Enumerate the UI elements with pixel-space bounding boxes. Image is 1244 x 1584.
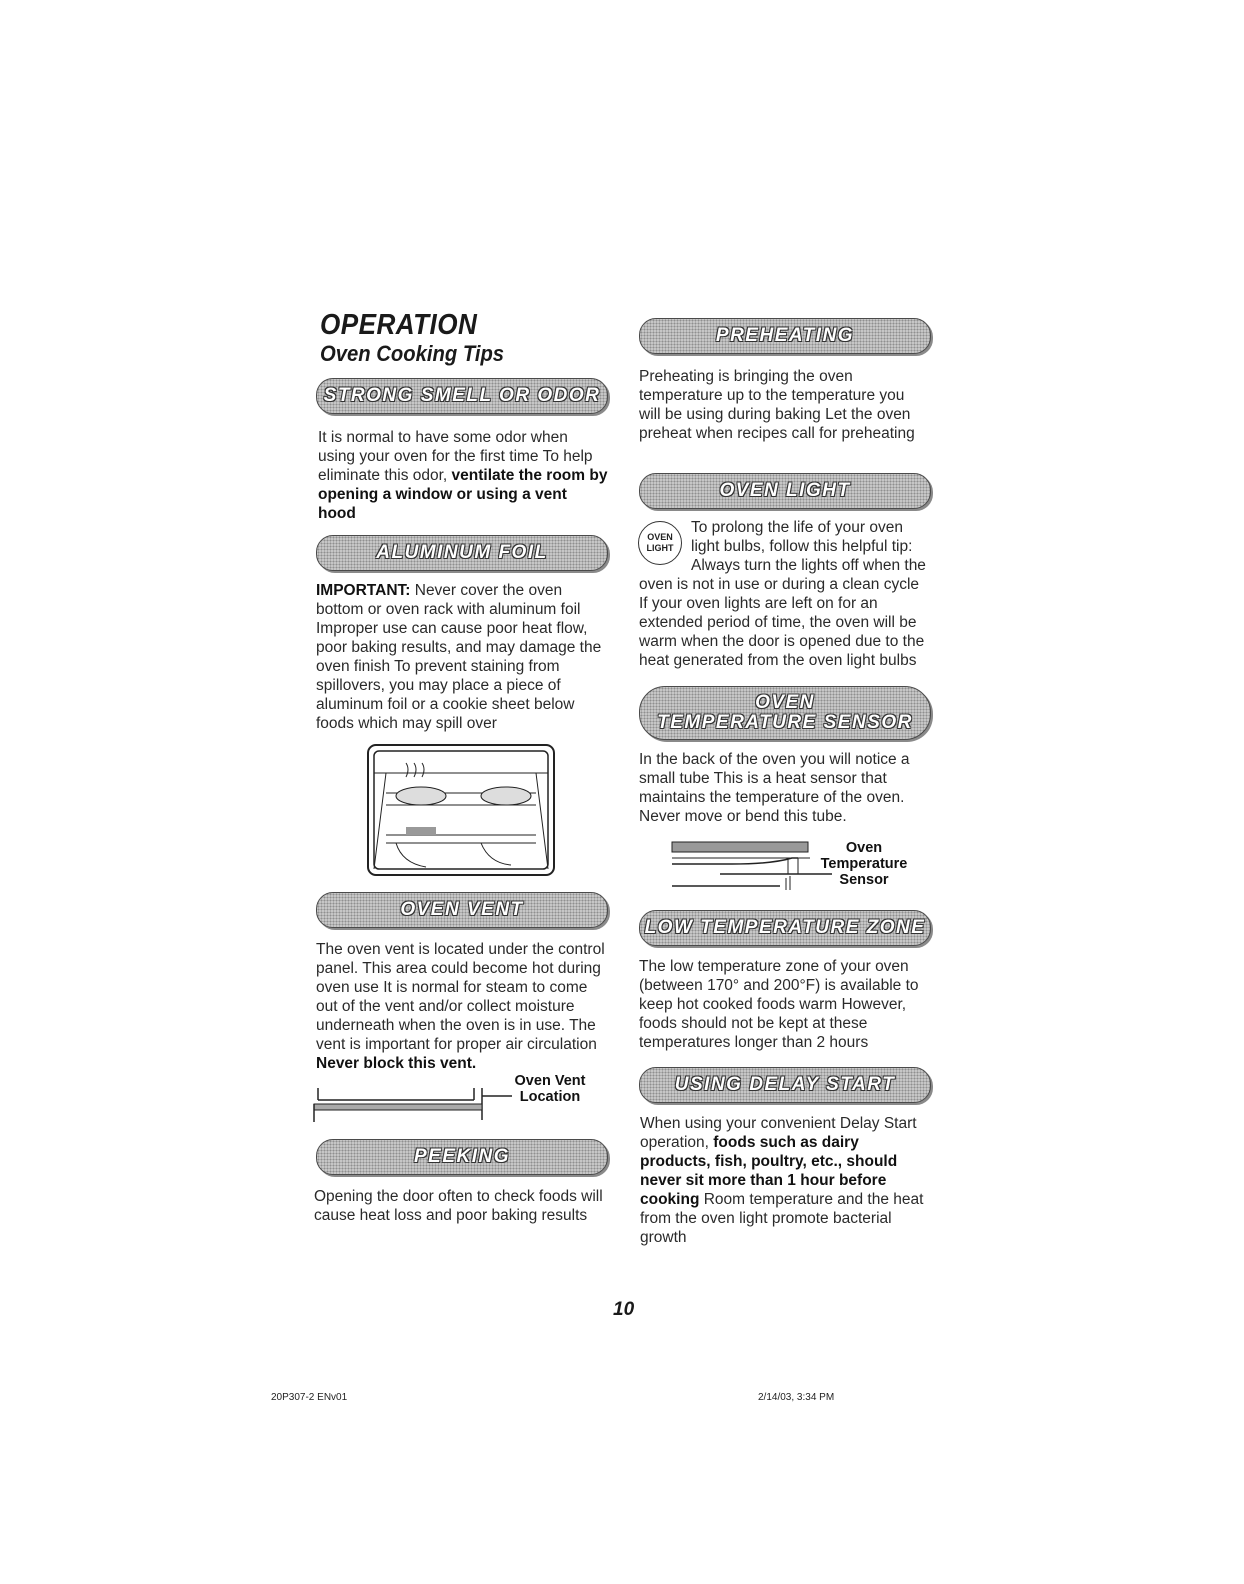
- peeking-heading: PEEKING: [413, 1146, 511, 1167]
- peeking-text: Opening the door often to check foods will cause heat loss and poor baking results: [314, 1188, 603, 1224]
- temp-sensor-text: In the back of the oven you will notice a small tube This is a heat sensor that maintains the temperature of the oven. Never move or bend this tube.: [639, 751, 910, 825]
- oven-vent-diagram: [312, 1080, 522, 1124]
- low-temp-zone-heading: LOW TEMPERATURE ZONE: [644, 917, 926, 938]
- strong-smell-heading: STRONG SMELL OR ODOR: [323, 385, 601, 406]
- temp-sensor-banner: [639, 686, 931, 740]
- delay-start-text: When using your convenient Delay Start operation, foods such as dairy products, fish, poultry, etc., should never sit more than 1 hour before cooking Room temperature and the heat from the oven light promote bacterial growth: [640, 1115, 924, 1246]
- oven-light-text: To prolong the life of your oven light bulbs, follow this helpful tip: Always turn the lights off when the oven is not in use or during a clean cycle If your oven lights are left on for an extended period of time, the oven will be warm when the door is opened due to the heat generated from the oven light bulbs: [639, 519, 926, 669]
- aluminum-foil-text: IMPORTANT: Never cover the oven bottom or oven rack with aluminum foil Improper use can cause poor heat flow, poor baking results, and may damage the oven finish To prevent staining from spillovers, you may place a piece of aluminum foil or a cookie sheet below foods which may spill over: [316, 582, 602, 732]
- delay-start-heading: USING DELAY START: [674, 1074, 896, 1095]
- oven-foil-illustration: [366, 743, 556, 877]
- oven-vent-callout: Oven Vent Location: [514, 1073, 586, 1105]
- page-subtitle: Oven Cooking Tips: [320, 341, 505, 366]
- oven-light-heading: OVEN LIGHT: [719, 480, 851, 501]
- oven-vent-text: The oven vent is located under the control panel. This area could become hot during oven use It is normal for steam to come out of the vent and/or collect moisture underneath when the oven is in use. The vent is important for proper air circulation Never block this vent.: [316, 941, 605, 1072]
- strong-smell-banner: [316, 378, 608, 414]
- oven-vent-heading: OVEN VENT: [400, 899, 524, 920]
- temp-sensor-callout: Oven Temperature Sensor: [820, 840, 908, 888]
- strong-smell-text: It is normal to have some odor when using your oven for the first time To help eliminate this odor, ventilate the room by opening a window or using a vent hood: [318, 429, 608, 522]
- peeking-banner: [316, 1139, 608, 1175]
- page-title: OPERATION: [320, 309, 478, 341]
- aluminum-foil-banner: [316, 535, 608, 571]
- page-number: 10: [613, 1299, 635, 1320]
- oven-vent-banner: [316, 892, 608, 928]
- oven-light-banner: [639, 473, 931, 509]
- footer-right: 2/14/03, 3:34 PM: [758, 1392, 835, 1403]
- preheating-heading: PREHEATING: [715, 325, 855, 346]
- low-temp-zone-text: The low temperature zone of your oven (between 170° and 200°F) is available to keep hot cooked foods warm However, foods should not be kept at these temperatures longer than 2 hours: [639, 958, 919, 1051]
- low-temp-zone-banner: [639, 910, 931, 946]
- delay-start-banner: [639, 1067, 931, 1103]
- oven-light-icon: OVEN LIGHT: [638, 521, 682, 565]
- temp-sensor-heading: OVEN TEMPERATURE SENSOR: [657, 692, 913, 733]
- preheating-banner: [639, 318, 931, 354]
- preheating-text: Preheating is bringing the oven temperature up to the temperature you will be using during baking Let the oven preheat when recipes call for preheating: [639, 368, 915, 442]
- footer-left: 20P307-2 ENv01: [271, 1392, 348, 1403]
- aluminum-foil-heading: ALUMINUM FOIL: [376, 542, 548, 563]
